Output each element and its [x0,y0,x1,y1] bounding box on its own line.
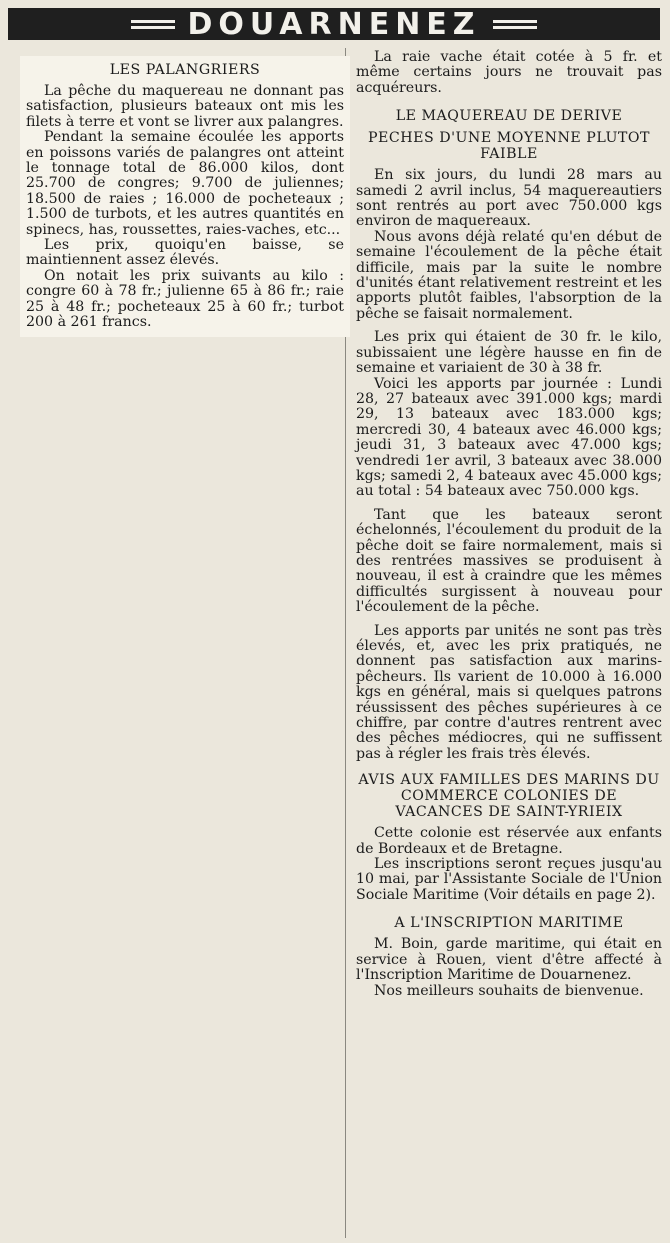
intro-paragraph: La raie vache était cotée à 5 fr. et même certains jours ne trouvait pas acquéreurs. [356,49,662,96]
paragraph: Les prix qui étaient de 30 fr. le kilo, subissaient une légère hausse en fin de semaine et variaient de 30 à 38 fr. [356,329,662,377]
paragraph: Nos meilleurs souhaits de bienvenue. [374,982,644,999]
masthead-title: DOUARNENEZ [187,6,481,42]
article-subheading: PECHES D'UNE MOYENNE PLUTOT FAIBLE [367,130,650,163]
article-heading: AVIS AUX FAMILLES DES MARINS DU COMMERCE COLONIES DE VACANCES DE SAINT-YRIEIX [358,772,660,821]
masthead-left-rule [131,20,175,29]
article-heading: LE MAQUEREAU DE DERIVE [395,108,623,125]
paragraph: Cette colonie est réservée aux enfants de Bordeaux et de Bretagne. [356,825,662,857]
paragraph: La pêche du maquereau ne donnant pas satisfaction, plusieurs bateaux ont mis les filets à terre et vont se livrer aux palangres. [26,83,344,130]
article-heading: LES PALANGRIERS [109,62,261,78]
paragraph: Les prix, quoiqu'en baisse, se maintiennent assez élevés. [26,237,344,269]
article-palangriers [20,56,350,337]
paragraph: M. Boin, garde maritime, qui était en service à Rouen, vient d'être affecté à l'Inscription Maritime de Douarnenez. [356,936,662,984]
paragraph: Les inscriptions seront reçues jusqu'au 10 mai, par l'Assistante Sociale de l'Union Sociale Maritime (Voir détails en page 2). [356,856,662,903]
masthead-right-rule [493,20,537,29]
paragraph: Tant que les bateaux seront échelonnés, l'écoulement du produit de la pêche doit se faire normalement, mais si des rentrées massives se produisent à nouveau, il est à craindre que les mêmes difficultés surgissent à nouveau pour l'écoulement de la pêche. [356,506,662,616]
paragraph: Les apports par unités ne sont pas très élevés, et, avec les prix pratiqués, ne donnent pas satisfaction aux marins-pêcheurs. Ils varient de 10.000 à 16.000 kgs en général, mais si quelques patrons réussissent des pêches supérieures à ce chiffre, par contre d'autres rentrent avec des pêches médiocres, qui ne suffissent pas à régler les frais très élevés. [356,622,662,762]
paragraph: On notait les prix suivants au kilo : congre 60 à 78 fr.; julienne 65 à 86 fr.; raie 25 à 48 fr.; pocheteaux 25 à 60 fr.; turbot 200 à 261 francs. [26,267,344,331]
paragraph: En six jours, du lundi 28 mars au samedi 2 avril inclus, 54 maquereautiers sont rentrés au port avec 750.000 kgs environ de maquereaux. [356,167,662,230]
right-column [356,50,662,999]
paragraph: Voici les apports par journée : Lundi 28, 27 bateaux avec 391.000 kgs; mardi 29, 13 bateaux avec 183.000 kgs; mercredi 30, 4 bateaux avec 46.000 kgs; jeudi 31, 3 bateaux avec 47.000 kgs; vendredi 1er avril, 3 bateaux avec 38.000 kgs; samedi 2, 4 bateaux avec 45.000 kgs; au total : 54 bateaux avec 750.000 kgs. [356,375,662,500]
masthead [8,8,660,40]
article-heading: A L'INSCRIPTION MARITIME [394,915,624,932]
paragraph: Nous avons déjà relaté qu'en début de semaine l'écoulement de la pêche était difficile, mais par la suite le nombre d'unités étant relativement restreint et les apports plutôt faibles, l'absorption de la pêche se faisait normalement. [356,228,662,322]
paragraph: Pendant la semaine écoulée les apports en poissons variés de palangres ont atteint le tonnage total de 86.000 kilos, dont 25.700 de congres; 9.700 de juliennes; 18.500 de raies ; 16.000 de pocheteaux ; 1.500 de turbots, et les autres quantités en spinecs, has, roussettes, raies-vaches, etc... [26,129,344,238]
